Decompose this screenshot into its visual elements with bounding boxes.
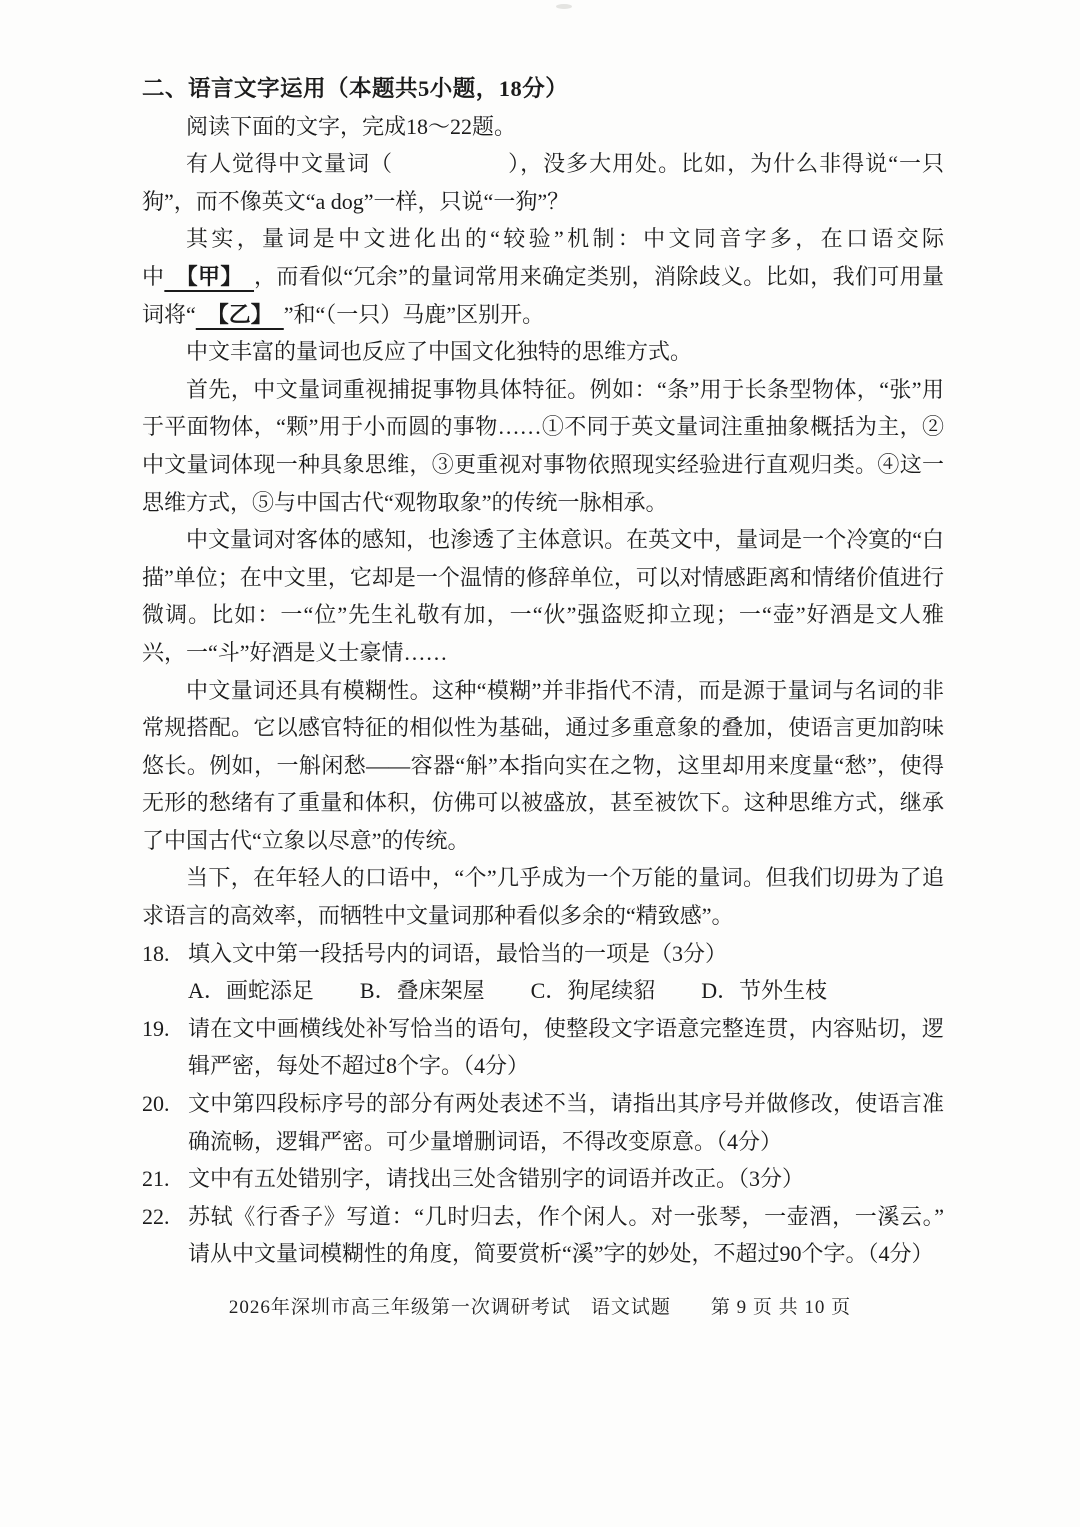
option-c: C．狗尾续貂 (530, 978, 656, 1004)
paragraph-text: ”和“（一只）马鹿”区别开。 (283, 301, 545, 327)
option-b: B．叠床架屋 (359, 978, 485, 1004)
scan-smudge-artifact (556, 4, 572, 9)
question-text: 苏轼《行香子》写道：“几时归去，作个闲人。对一张琴，一壶酒，一溪云。”请从中文量词模糊性的角度，简要赏析“溪”字的妙处，不超过90个字。（4分） (188, 1203, 944, 1267)
passage-paragraph-7: 当下，在年轻人的口语中，“个”几乎成为一个万能的量词。但我们切毋为了追求语言的高效率，而牺牲中文量词那种看似多余的“精致感”。 (142, 865, 944, 929)
question-number: 21. (142, 1166, 170, 1192)
answer-blank-jia: 【甲】 (164, 263, 255, 289)
paragraph-text: ，而看似“冗余”的量词常用来确定类别，消除歧义。比如，我们可用量词将“ (142, 263, 944, 327)
question-number: 19. (142, 1015, 170, 1041)
question-number: 22. (142, 1203, 170, 1229)
reading-instruction: 阅读下面的文字，完成18～22题。 (186, 113, 517, 139)
question-item-20 (142, 1085, 944, 1160)
option-a: A．画蛇添足 (188, 978, 314, 1004)
passage-paragraph-6: 中文量词还具有模糊性。这种“模糊”并非指代不清，而是源于量词与名词的非常规搭配。它以感官特征的相似性为基础，通过多重意象的叠加，使语言更加韵味悠长。例如，一斛闲愁——容器“斛”本指向实在之物，这里却用来度量“愁”，使得无形的愁绪有了重量和体积，仿佛可以被盛放，甚至被饮下。这种思维方式，继承了中国古代“立象以尽意”的传统。 (142, 677, 944, 853)
question-body (188, 935, 944, 1010)
paragraph-text: 有人觉得中文量词（ (186, 151, 394, 177)
question-item-21 (142, 1160, 944, 1198)
paragraph-text: 其实，量词是中文进化出的“较验”机制：中文同音字多，在口语交际中 (142, 226, 944, 289)
paragraph-text: ），没多大用处。比如，为什么非得说“一只狗”，而不像英文“a dog”一样，只说“一狗”？ (142, 151, 944, 214)
question-text: 文中有五处错别字，请找出三处含错别字的词语并改正。（3分） (188, 1166, 805, 1192)
passage-paragraph-2 (142, 220, 944, 333)
question-item-19 (142, 1010, 944, 1085)
passage-paragraph-1 (142, 145, 944, 220)
passage-paragraph-3: 中文丰富的量词也反应了中国文化独特的思维方式。 (186, 339, 693, 365)
page-footer: 2026年深圳市高三年级第一次调研考试 语文试题 第 9 页 共 10 页 (228, 1297, 852, 1318)
question-number: 18. (142, 940, 170, 966)
option-d: D．节外生枝 (701, 978, 828, 1004)
question-item-22 (142, 1198, 944, 1273)
question-number: 20. (142, 1091, 170, 1117)
passage-paragraph-4: 首先，中文量词重视捕捉事物具体特征。例如：“条”用于长条型物体，“张”用于平面物体，“颗”用于小而圆的事物……①不同于英文量词注重抽象概括为主，②中文量词体现一种具象思维，③更重视对事物依照现实经验进行直观归类。④这一思维方式，⑤与中国古代“观物取象”的传统一脉相承。 (142, 376, 944, 515)
question-item-18 (142, 935, 944, 1010)
page-content (142, 70, 944, 1273)
passage-paragraph-5: 中文量词对客体的感知，也渗透了主体意识。在英文中，量词是一个冷寞的“白描”单位；在中文里，它却是一个温情的修辞单位，可以对情感距离和情绪价值进行微调。比如：一“位”先生礼敬有加，一“伙”强盗贬抑立现；一“壶”好酒是文人雅兴，一“斗”好酒是义士豪情…… (142, 527, 944, 665)
option-row (188, 972, 944, 1010)
answer-blank-parentheses (393, 151, 508, 176)
section-heading: 二、语言文字运用（本题共5小题，18分） (142, 76, 569, 101)
question-text: 文中第四段标序号的部分有两处表述不当，请指出其序号并做修改，使语言准确流畅，逻辑严密。可少量增删词语，不得改变原意。（4分） (188, 1091, 944, 1154)
question-text: 请在文中画横线处补写恰当的语句，使整段文字语意完整连贯，内容贴切，逻辑严密，每处不超过8个字。（4分） (188, 1015, 944, 1079)
answer-blank-yi: 【乙】 (195, 301, 284, 327)
question-text: 填入文中第一段括号内的词语，最恰当的一项是（3分） (188, 940, 728, 966)
